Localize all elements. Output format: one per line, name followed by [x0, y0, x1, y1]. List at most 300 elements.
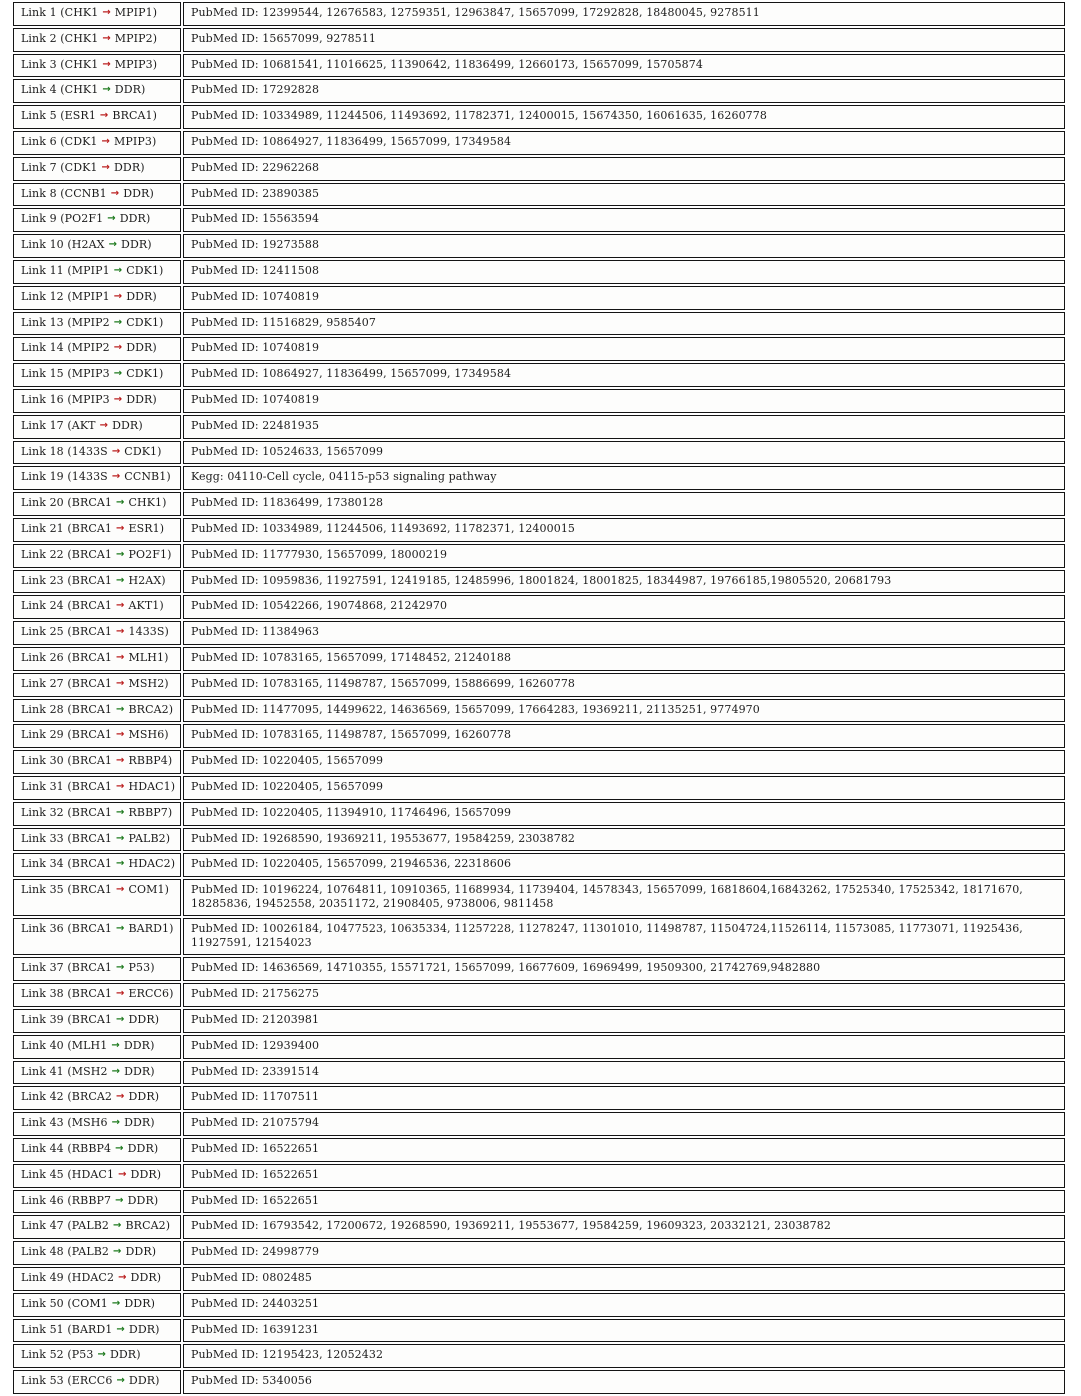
arrow-right-icon: → — [102, 58, 111, 70]
references-cell — [183, 983, 1065, 1007]
paren-close: ) — [159, 315, 164, 329]
link-label: Link 22 — [21, 547, 64, 561]
table-row — [13, 776, 1065, 800]
source-gene: AKT — [71, 418, 96, 432]
arrow-right-icon: → — [116, 548, 125, 560]
arrow-right-icon: → — [113, 264, 123, 276]
paren-close: ) — [169, 987, 174, 1001]
table-row — [13, 234, 1065, 258]
references-text: PubMed ID: 10864927, 11836499, 15657099, 17349584 — [191, 134, 512, 148]
paren-open: ( — [63, 650, 72, 664]
source-gene: CHK1 — [64, 83, 99, 97]
references-text: PubMed ID: 11384963 — [191, 625, 320, 639]
source-gene: MPIP2 — [71, 315, 110, 329]
link-label: Link 20 — [21, 496, 64, 510]
source-gene: ESR1 — [64, 109, 96, 123]
link-cell — [13, 79, 181, 103]
references-text: PubMed ID: 10783165, 11498787, 15657099, 15886699, 16260778 — [191, 676, 576, 690]
paren-open: ( — [63, 1116, 72, 1130]
link-label: Link 53 — [21, 1374, 64, 1388]
paren-open: ( — [63, 470, 72, 484]
link-label: Link 43 — [21, 1116, 64, 1130]
link-cell — [13, 776, 181, 800]
table-row — [13, 828, 1065, 852]
table-row — [13, 983, 1065, 1007]
references-text: PubMed ID: 10196224, 10764811, 10910365, 11689934, 11739404, 14578343, 15657099, 16818604,16843262, 17525340, 17525342, 18171670, 18285836, 19452558, 20351172, 21908405, 9738006, 9811458 — [191, 883, 1023, 911]
target-gene: DDR — [124, 1064, 151, 1078]
link-label: Link 28 — [21, 702, 64, 716]
link-label: Link 14 — [21, 341, 64, 355]
source-gene: BARD1 — [71, 1322, 113, 1336]
link-label: Link 52 — [21, 1348, 64, 1362]
target-gene: MPIP1 — [114, 6, 153, 19]
references-cell — [183, 1215, 1065, 1239]
references-text: PubMed ID: 11516829, 9585407 — [191, 315, 376, 329]
references-text: PubMed ID: 21203981 — [191, 1013, 320, 1026]
target-gene: DDR — [126, 392, 153, 406]
arrow-right-icon: → — [116, 522, 125, 534]
references-cell — [183, 518, 1065, 542]
references-cell — [183, 724, 1065, 748]
link-cell — [13, 1215, 181, 1239]
references-cell — [183, 415, 1065, 439]
table-row — [13, 415, 1065, 439]
paren-close: ) — [145, 212, 151, 226]
link-label: Link 5 — [21, 109, 57, 123]
paren-close: ) — [166, 470, 171, 484]
paren-open: ( — [56, 212, 65, 226]
target-gene: DDR — [124, 1296, 151, 1310]
target-gene: P53 — [128, 961, 151, 975]
link-label: Link 2 — [21, 31, 57, 45]
references-text: PubMed ID: 10220405, 15657099 — [191, 754, 384, 768]
link-cell — [13, 1344, 181, 1368]
paren-close: ) — [169, 922, 174, 936]
references-text: PubMed ID: 11477095, 14499622, 14636569, 15657099, 17664283, 19369211, 21135251, 9774970 — [191, 702, 760, 716]
paren-open: ( — [63, 1013, 72, 1026]
target-gene: DDR — [127, 1193, 154, 1207]
link-cell — [13, 802, 181, 826]
link-label: Link 4 — [21, 83, 57, 97]
paren-close: ) — [164, 728, 169, 742]
link-label: Link 6 — [21, 134, 57, 148]
source-gene: 1433S — [71, 444, 108, 458]
source-gene: PALB2 — [71, 1245, 110, 1259]
paren-close: ) — [168, 702, 174, 716]
table-row — [13, 183, 1065, 207]
link-label: Link 30 — [21, 754, 64, 768]
arrow-right-icon: → — [113, 393, 123, 405]
link-label: Link 45 — [21, 1167, 64, 1181]
link-label: Link 31 — [21, 779, 64, 793]
target-gene: DDR — [128, 1322, 156, 1336]
link-label: Link 29 — [21, 728, 64, 742]
source-gene: BRCA1 — [71, 650, 113, 664]
link-cell — [13, 699, 181, 723]
table-row — [13, 750, 1065, 774]
paren-close: ) — [161, 573, 166, 587]
target-gene: MPIP2 — [114, 31, 153, 45]
references-text: PubMed ID: 10783165, 15657099, 17148452, 21240188 — [191, 650, 512, 664]
target-gene: CDK1 — [126, 367, 160, 381]
link-label: Link 9 — [21, 212, 57, 226]
target-gene: BRCA2 — [128, 702, 169, 716]
link-label: Link 40 — [21, 1038, 64, 1052]
source-gene: BRCA1 — [71, 599, 113, 613]
arrow-right-icon: → — [116, 780, 125, 792]
link-cell — [13, 724, 181, 748]
table-row — [13, 157, 1065, 181]
table-row — [13, 1267, 1065, 1291]
link-cell — [13, 570, 181, 594]
paren-close: ) — [149, 186, 154, 200]
link-cell — [13, 1086, 181, 1110]
link-cell — [13, 544, 181, 568]
table-row — [13, 2, 1065, 26]
target-gene: DDR — [128, 1374, 156, 1388]
references-text: Kegg: 04110-Cell cycle, 04115-p53 signaling pathway — [191, 470, 497, 484]
references-cell — [183, 1061, 1065, 1085]
source-gene: PALB2 — [71, 1219, 110, 1233]
arrow-right-icon: → — [116, 729, 125, 741]
source-gene: BRCA1 — [71, 521, 113, 535]
table-body — [13, 2, 1065, 1394]
source-gene: BRCA1 — [71, 857, 113, 871]
references-cell — [183, 776, 1065, 800]
target-gene: BRCA2 — [125, 1219, 166, 1233]
target-gene: HDAC1 — [128, 779, 171, 793]
link-label: Link 32 — [21, 805, 64, 819]
paren-close: ) — [170, 857, 176, 871]
paren-open: ( — [56, 134, 65, 148]
table-row — [13, 337, 1065, 361]
paren-close: ) — [152, 109, 158, 123]
paren-close: ) — [162, 496, 167, 510]
target-gene: DDR — [114, 160, 141, 174]
link-cell — [13, 131, 181, 155]
table-row — [13, 1241, 1065, 1265]
references-cell — [183, 157, 1065, 181]
source-gene: COM1 — [71, 1296, 108, 1310]
paren-close: ) — [159, 367, 164, 381]
link-label: Link 25 — [21, 625, 64, 639]
source-gene: CHK1 — [64, 57, 99, 71]
link-label: Link 8 — [21, 186, 57, 200]
references-text: PubMed ID: 14636569, 14710355, 15571721, 15657099, 16677609, 16969499, 19509300, 21742769,9482880 — [191, 961, 821, 975]
references-cell — [183, 1293, 1065, 1317]
paren-open: ( — [63, 1141, 72, 1155]
source-gene: MPIP1 — [71, 289, 110, 303]
references-text: PubMed ID: 10740819 — [191, 289, 320, 303]
table-row — [13, 1138, 1065, 1162]
arrow-right-icon: → — [116, 988, 125, 1000]
paren-close: ) — [156, 1167, 162, 1181]
arrow-right-icon: → — [116, 884, 125, 896]
references-text: PubMed ID: 12411508 — [191, 263, 320, 277]
references-cell — [183, 1241, 1065, 1265]
source-gene: BRCA1 — [71, 547, 113, 561]
paren-open: ( — [63, 444, 72, 458]
arrow-right-icon: → — [116, 806, 125, 818]
references-cell — [183, 131, 1065, 155]
link-cell — [13, 647, 181, 671]
references-text: PubMed ID: 17292828 — [191, 83, 320, 97]
paren-open: ( — [63, 1090, 72, 1104]
references-cell — [183, 647, 1065, 671]
paren-close: ) — [150, 1296, 156, 1310]
arrow-right-icon: → — [116, 1323, 125, 1335]
link-cell — [13, 918, 181, 955]
table-row — [13, 1035, 1065, 1059]
source-gene: BRCA1 — [71, 676, 113, 690]
table-row — [13, 518, 1065, 542]
link-cell — [13, 2, 181, 26]
table-row — [13, 1190, 1065, 1214]
arrow-right-icon: → — [107, 213, 116, 225]
paren-close: ) — [153, 1141, 159, 1155]
source-gene: P53 — [71, 1348, 94, 1362]
link-label: Link 38 — [21, 987, 64, 1001]
paren-close: ) — [157, 444, 162, 458]
paren-close: ) — [159, 263, 164, 277]
references-cell — [183, 853, 1065, 877]
source-gene: RBBP4 — [71, 1141, 112, 1155]
table-row — [13, 54, 1065, 78]
arrow-right-icon: → — [111, 1039, 120, 1051]
paren-open: ( — [63, 289, 72, 303]
link-label: Link 21 — [21, 521, 64, 535]
table-row — [13, 724, 1065, 748]
paren-close: ) — [155, 1374, 160, 1388]
link-cell — [13, 853, 181, 877]
references-text: PubMed ID: 0802485 — [191, 1270, 312, 1284]
target-gene: RBBP7 — [128, 805, 168, 819]
paren-close: ) — [138, 418, 143, 432]
paren-open: ( — [63, 702, 72, 716]
target-gene: DDR — [109, 1348, 137, 1362]
target-gene: ERCC6 — [128, 987, 170, 1001]
table-row — [13, 312, 1065, 336]
target-gene: CHK1 — [128, 496, 163, 510]
references-text: PubMed ID: 10542266, 19074868, 21242970 — [191, 599, 448, 613]
table-row — [13, 363, 1065, 387]
arrow-right-icon: → — [118, 1168, 127, 1180]
source-gene: BRCA1 — [71, 754, 113, 768]
references-cell — [183, 1319, 1065, 1343]
arrow-right-icon: → — [116, 574, 125, 586]
arrow-right-icon: → — [101, 161, 111, 173]
references-text: PubMed ID: 16522651 — [191, 1193, 320, 1207]
paren-open: ( — [63, 1245, 72, 1259]
references-text: PubMed ID: 10334989, 11244506, 11493692, 11782371, 12400015, 15674350, 16061635, 16260778 — [191, 109, 767, 123]
arrow-right-icon: → — [102, 7, 111, 18]
references-text: PubMed ID: 10864927, 11836499, 15657099, 17349584 — [191, 367, 512, 381]
references-cell — [183, 234, 1065, 258]
table-row — [13, 853, 1065, 877]
paren-close: ) — [150, 1038, 155, 1052]
paren-open: ( — [63, 367, 72, 381]
paren-open: ( — [63, 1322, 72, 1336]
target-gene: MPIP3 — [114, 134, 152, 148]
paren-open: ( — [63, 392, 72, 406]
references-cell — [183, 1086, 1065, 1110]
link-label: Link 12 — [21, 289, 64, 303]
table-row — [13, 595, 1065, 619]
link-cell — [13, 260, 181, 284]
references-cell — [183, 544, 1065, 568]
target-gene: DDR — [112, 418, 139, 432]
link-cell — [13, 234, 181, 258]
link-cell — [13, 312, 181, 336]
references-text: PubMed ID: 5340056 — [191, 1374, 312, 1388]
link-cell — [13, 1112, 181, 1136]
arrow-right-icon: → — [116, 600, 125, 612]
source-gene: MSH2 — [71, 1064, 108, 1078]
references-text: PubMed ID: 16522651 — [191, 1167, 320, 1181]
link-cell — [13, 1190, 181, 1214]
link-cell — [13, 1370, 181, 1394]
paren-close: ) — [167, 547, 172, 561]
paren-open: ( — [63, 625, 72, 639]
arrow-right-icon: → — [113, 1220, 122, 1232]
source-gene: PO2F1 — [64, 212, 104, 226]
paren-close: ) — [164, 650, 169, 664]
target-gene: DDR — [114, 83, 142, 97]
link-cell — [13, 1293, 181, 1317]
paren-open: ( — [63, 418, 72, 432]
paren-close: ) — [156, 1270, 162, 1284]
arrow-right-icon: → — [116, 1375, 125, 1387]
target-gene: CCNB1 — [124, 470, 167, 484]
source-gene: BRCA1 — [71, 496, 113, 510]
references-cell — [183, 54, 1065, 78]
source-gene: BRCA1 — [71, 961, 113, 975]
references-text: PubMed ID: 10740819 — [191, 392, 320, 406]
paren-close: ) — [164, 676, 169, 690]
references-text: PubMed ID: 10959836, 11927591, 12419185, 12485996, 18001824, 18001825, 18344987, 19766185,19805520, 20681793 — [191, 573, 892, 587]
target-gene: DDR — [125, 1245, 152, 1259]
table-row — [13, 1009, 1065, 1033]
target-gene: ESR1 — [128, 521, 160, 535]
paren-close: ) — [154, 1090, 160, 1104]
source-gene: CHK1 — [64, 31, 99, 45]
source-gene: MPIP2 — [71, 341, 110, 355]
references-cell — [183, 492, 1065, 516]
paren-open: ( — [63, 805, 72, 819]
link-cell — [13, 518, 181, 542]
paren-close: ) — [167, 754, 173, 768]
references-text: PubMed ID: 24998779 — [191, 1245, 320, 1259]
references-text: PubMed ID: 10524633, 15657099 — [191, 444, 384, 458]
references-cell — [183, 879, 1065, 916]
arrow-right-icon: → — [116, 1014, 125, 1025]
paren-close: ) — [170, 779, 176, 793]
references-cell — [183, 441, 1065, 465]
table-row — [13, 1370, 1065, 1394]
references-text: PubMed ID: 11777930, 15657099, 18000219 — [191, 547, 448, 561]
references-cell — [183, 1138, 1065, 1162]
link-cell — [13, 1035, 181, 1059]
table-row — [13, 1344, 1065, 1368]
source-gene: CHK1 — [64, 6, 99, 19]
link-cell — [13, 879, 181, 916]
references-text: PubMed ID: 10783165, 11498787, 15657099, 16260778 — [191, 728, 512, 742]
target-gene: BARD1 — [128, 922, 170, 936]
target-gene: DDR — [128, 1013, 155, 1026]
references-text: PubMed ID: 12195423, 12052432 — [191, 1348, 384, 1362]
source-gene: CCNB1 — [64, 186, 107, 200]
target-gene: H2AX — [128, 573, 162, 587]
target-gene: DDR — [130, 1167, 157, 1181]
paren-open: ( — [63, 1296, 72, 1310]
table-row — [13, 441, 1065, 465]
arrow-right-icon: → — [111, 471, 121, 483]
table-row — [13, 492, 1065, 516]
target-gene: DDR — [124, 1116, 151, 1130]
target-gene: HDAC2 — [128, 857, 171, 871]
arrow-right-icon: → — [118, 1271, 127, 1283]
link-cell — [13, 595, 181, 619]
paren-close: ) — [159, 521, 165, 535]
references-text: PubMed ID: 24403251 — [191, 1296, 320, 1310]
link-label: Link 51 — [21, 1322, 64, 1336]
paren-open: ( — [63, 831, 72, 845]
references-cell — [183, 312, 1065, 336]
arrow-right-icon: → — [113, 368, 123, 380]
arrow-right-icon: → — [99, 419, 109, 431]
arrow-right-icon: → — [116, 962, 125, 974]
link-label: Link 1 — [21, 6, 57, 19]
references-text: PubMed ID: 12939400 — [191, 1038, 320, 1052]
source-gene: BRCA1 — [71, 831, 113, 845]
paren-open: ( — [63, 263, 72, 277]
paren-open: ( — [56, 31, 65, 45]
link-cell — [13, 957, 181, 981]
paren-open: ( — [63, 1219, 72, 1233]
references-cell — [183, 1112, 1065, 1136]
table-row — [13, 544, 1065, 568]
paren-open: ( — [63, 238, 72, 252]
paren-close: ) — [147, 238, 152, 252]
link-label: Link 24 — [21, 599, 64, 613]
paren-close: ) — [167, 805, 173, 819]
arrow-right-icon: → — [113, 290, 123, 302]
references-cell — [183, 1344, 1065, 1368]
target-gene: DDR — [123, 186, 150, 200]
target-gene: DDR — [121, 238, 148, 252]
arrow-right-icon: → — [102, 84, 111, 96]
link-label: Link 46 — [21, 1193, 64, 1207]
link-cell — [13, 673, 181, 697]
paren-close: ) — [164, 625, 169, 639]
paren-close: ) — [154, 1013, 160, 1026]
paren-open: ( — [56, 57, 65, 71]
table-row — [13, 647, 1065, 671]
source-gene: CDK1 — [64, 160, 98, 174]
paren-open: ( — [63, 521, 72, 535]
arrow-right-icon: → — [116, 1091, 125, 1103]
source-gene: BRCA1 — [71, 625, 113, 639]
paren-close: ) — [164, 883, 170, 897]
arrow-right-icon: → — [110, 187, 120, 199]
paren-close: ) — [159, 599, 164, 613]
target-gene: AKT1 — [128, 599, 160, 613]
link-label: Link 10 — [21, 238, 64, 252]
table-row — [13, 260, 1065, 284]
references-text: PubMed ID: 12399544, 12676583, 12759351, 12963847, 15657099, 17292828, 18480045, 9278511 — [191, 6, 760, 19]
target-gene: DDR — [130, 1270, 157, 1284]
table-row — [13, 1164, 1065, 1188]
